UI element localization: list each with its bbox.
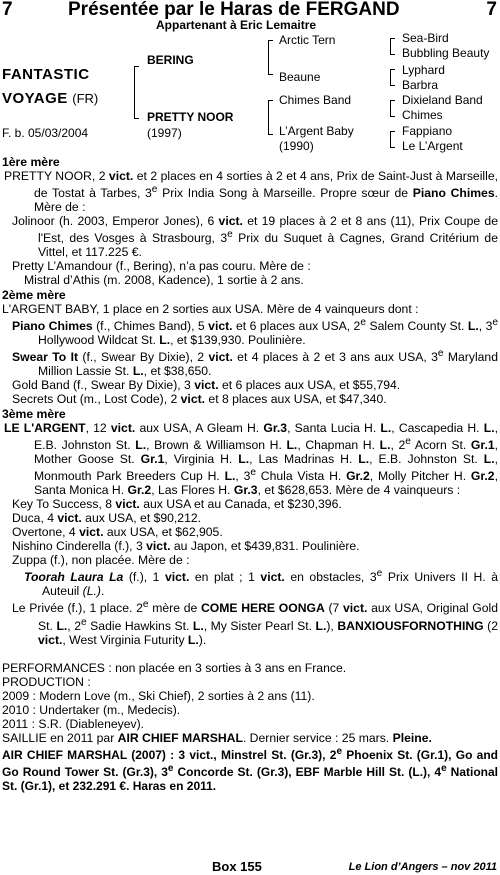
bracket-main-bottom bbox=[134, 118, 139, 119]
bracket-g3-4-bottom bbox=[390, 147, 395, 148]
first-dam-produce-1: Jolinoor (h. 2003, Emperor Jones), 6 vict. et 19 places à 2 et 8 ans (11), Prix Coupe de l'Est, des Vosges à Strasbourg, 3e Prix du Suquet à Cagnes, Grand Critérium de Vittel, et 117.225 €. bbox=[12, 214, 498, 260]
first-dam-grandproduce: Mistral d’Athis (m. 2008, Kadence), 1 sortie à 2 ans. bbox=[24, 273, 304, 288]
bracket-g3-3 bbox=[390, 100, 391, 116]
production-heading: PRODUCTION : bbox=[2, 674, 91, 689]
third-dam-produce-2: Duca, 4 vict. aux USA, et $90,212. bbox=[12, 511, 202, 526]
second-dam-text: L'ARGENT BABY, 1 place en 2 sorties aux USA. Mère de 4 vainqueurs dont : bbox=[2, 302, 419, 317]
bracket-sire-bottom bbox=[268, 74, 273, 75]
bracket-g3-4-top bbox=[390, 131, 395, 132]
dam-year: (1997) bbox=[147, 126, 182, 140]
second-dam-produce-4: Secrets Out (m., Lost Code), 2 vict. et 8 places aux USA, et $47,340. bbox=[12, 392, 387, 407]
horse-name-voyage: VOYAGE bbox=[2, 90, 68, 107]
second-dam-produce-2: Swear To It (f., Swear By Dixie), 2 vict. et 4 places à 2 et 3 ans aux USA, 3e Maryland Million Lassie St. L., et $38,650. bbox=[12, 348, 498, 379]
sale-info: Le Lion d’Angers – nov 2011 bbox=[348, 861, 497, 873]
dam-sire: Chimes Band bbox=[279, 93, 352, 107]
bracket-g3-1-top bbox=[390, 38, 395, 39]
third-dam-produce-5: Zuppa (f.), non placée. Mère de : bbox=[12, 553, 190, 568]
bracket-g3-2-bottom bbox=[390, 85, 395, 86]
ddd: Le L’Argent bbox=[402, 139, 463, 153]
bracket-g3-1-bottom bbox=[390, 54, 395, 55]
dam-dam-year: (1990) bbox=[279, 139, 314, 153]
sss: Sea-Bird bbox=[402, 31, 449, 45]
dsd: Chimes bbox=[402, 108, 443, 122]
stallion-info: AIR CHIEF MARSHAL (2007) : 3 vict., Minstrel St. (Gr.3), 2e Phoenix St. (Gr.1), Go and Go Round Tower St. (Gr.3), 3e Concorde St. (Gr.3), EBF Marble Hill St. (L.), 4e National St. (Gr.1), et 232.291 €. Haras en 2011. bbox=[2, 745, 499, 793]
bracket-g3-3-bottom bbox=[390, 116, 395, 117]
bracket-main-top bbox=[134, 66, 139, 67]
performances: PERFORMANCES : non placée en 3 sorties à 3 ans en France. bbox=[2, 660, 347, 675]
dss: Dixieland Band bbox=[402, 93, 483, 107]
first-dam-heading: 1ère mère bbox=[2, 155, 60, 169]
covering-info: SAILLIE en 2011 par AIR CHIEF MARSHAL. Dernier service : 25 mars. Pleine. bbox=[2, 730, 432, 745]
sire-dam: Beaune bbox=[279, 70, 321, 84]
third-dam-heading: 3ème mère bbox=[2, 407, 66, 422]
ssd: Bubbling Beauty bbox=[402, 46, 490, 60]
production-2011: 2011 : S.R. (Diableneyev). bbox=[2, 716, 145, 731]
bracket-g3-2-top bbox=[390, 69, 395, 70]
catalogue-body bbox=[2, 154, 498, 793]
third-dam-produce-4: Nishino Cinderella (f.), 3 vict. au Japon, et $439,831. Poulinière. bbox=[12, 539, 360, 554]
third-dam-produce-3: Overtone, 4 vict. aux USA, et $62,905. bbox=[12, 525, 223, 540]
bracket-dam bbox=[268, 100, 269, 134]
bracket-g3-2 bbox=[390, 69, 391, 85]
production-2010: 2010 : Undertaker (m., Medecis). bbox=[2, 702, 181, 717]
birth-info: F. b. 05/03/2004 bbox=[2, 126, 89, 140]
bracket-g3-4 bbox=[390, 131, 391, 147]
third-dam-text: LE L'ARGENT, 12 vict. aux USA, A Gleam H. Gr.3, Santa Lucia H. L., Cascapedia H. L., E.B. Johnston St. L., Brown & Williamson H. L., Chapman H. L., 2e Acorn St. Gr.1, Mother Goose St. Gr.1, Virginia H. L., Las Madrinas H. L., E.B. Johnston St. L., Monmouth Park Breeders Cup H. L., 3e Chula Vista H. Gr.2, Molly Pitcher H. Gr.2, Santa Monica H. Gr.2, Las Flores H. Gr.3, et $628,653. Mère de 4 vainqueurs : bbox=[4, 421, 499, 498]
sire-sire: Arctic Tern bbox=[279, 33, 336, 47]
dam-name: PRETTY NOOR bbox=[147, 110, 234, 124]
bracket-main bbox=[134, 66, 135, 118]
dam-dam: L’Argent Baby bbox=[279, 124, 354, 138]
horse-country: (FR) bbox=[72, 91, 99, 106]
bracket-dam-top bbox=[268, 100, 273, 101]
third-dam-produce-6: Le Privée (f.), 1 place. 2e mère de COME HERE OONGA (7 vict. aux USA, Original Gold St. L., 2e Sadie Hawkins St. L., My Sister Pearl St. L.), BANXIOUSFORNOTHING (2 vict., West Virginia Futurity L.). bbox=[12, 599, 498, 647]
sdd: Barbra bbox=[402, 78, 439, 92]
first-dam-text: PRETTY NOOR, 2 vict. et 2 places en 4 sorties à 2 et 4 ans, Prix de Saint-Just à Marseille, de Tostat à Tarbes, 3e Prix India Song à Marseille. Propre sœur de Piano Chimes. Mère de : bbox=[4, 169, 498, 215]
second-dam-produce-3: Gold Band (f., Swear By Dixie), 3 vict. et 6 places aux USA, et $55,794. bbox=[12, 378, 401, 393]
bracket-sire-top bbox=[268, 40, 273, 41]
bracket-g3-1 bbox=[390, 38, 391, 54]
third-dam-produce-1: Key To Success, 8 vict. aux USA et au Canada, et $230,396. bbox=[12, 497, 342, 512]
lot-number-right: 7 bbox=[486, 0, 497, 20]
horse-name-line1: FANTASTIC bbox=[2, 66, 90, 83]
bracket-dam-bottom bbox=[268, 134, 273, 135]
lot-number-left: 7 bbox=[2, 0, 13, 20]
first-dam-produce-2: Pretty L’Amandour (f., Bering), n’a pas couru. Mère de : bbox=[12, 259, 311, 274]
dds: Fappiano bbox=[402, 124, 453, 138]
third-dam-grandproduce-1: Toorah Laura La (f.), 1 vict. en plat ; 1 vict. en obstacles, 3e Prix Univers II H. à Auteuil (L.). bbox=[24, 568, 498, 599]
owner-line: Appartenant à Eric Lemaitre bbox=[156, 18, 317, 32]
box-number: Box 155 bbox=[212, 859, 262, 874]
production-2009: 2009 : Modern Love (m., Ski Chief), 2 sorties à 2 ans (11). bbox=[2, 688, 315, 703]
sds: Lyphard bbox=[402, 63, 445, 77]
sire-name: BERING bbox=[147, 53, 194, 67]
second-dam-produce-1: Piano Chimes (f., Chimes Band), 5 vict. et 6 places aux USA, 2e Salem County St. L., 3e Hollywood Wildcat St. L., et $139,930. Poulinière. bbox=[12, 317, 499, 348]
second-dam-heading: 2ème mère bbox=[2, 288, 66, 303]
bracket-sire bbox=[268, 40, 269, 74]
horse-name-line2 bbox=[2, 90, 98, 108]
bracket-g3-3-top bbox=[390, 100, 395, 101]
page-title: Présentée par le Haras de FERGAND bbox=[68, 0, 400, 20]
